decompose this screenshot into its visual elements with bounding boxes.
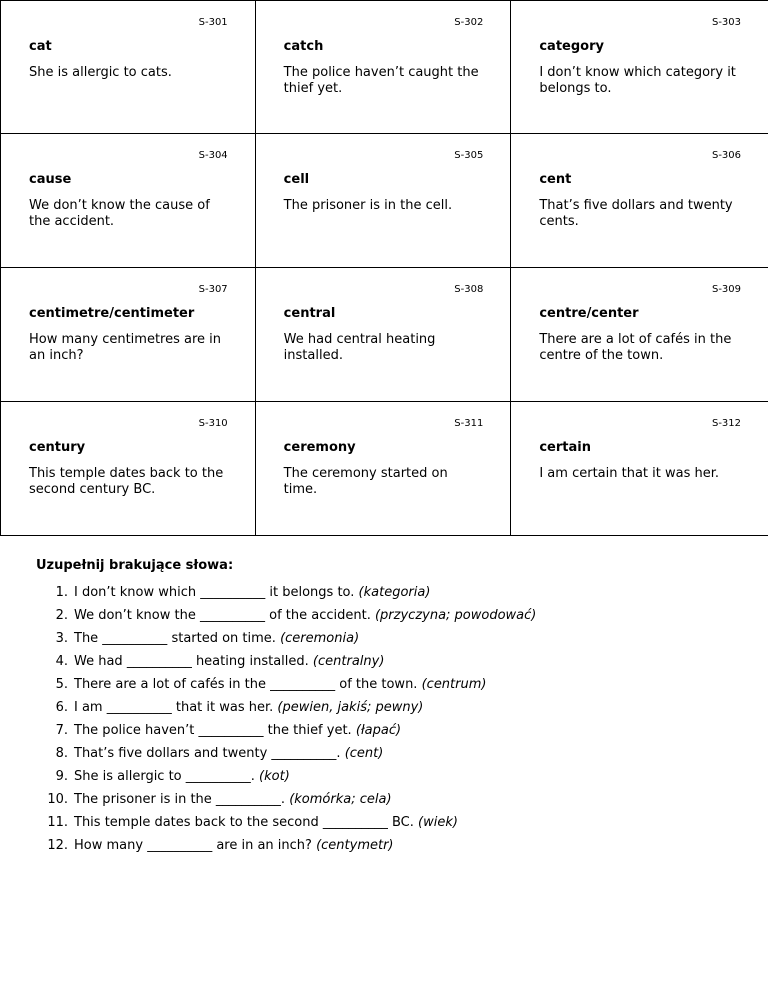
item-sentence: I don’t know which __________ it belongs to. — [74, 585, 355, 600]
card-row — [0, 0, 768, 134]
item-sentence: How many __________ are in an inch? — [74, 838, 312, 853]
flashcard — [0, 268, 256, 402]
exercise-item — [36, 723, 536, 746]
item-number: 12. — [47, 838, 68, 853]
card-code: S-303 — [711, 17, 742, 28]
card-word: cause — [29, 172, 72, 187]
item-text — [74, 723, 401, 746]
card-code: S-306 — [711, 150, 742, 161]
card-sentence: We had central heating installed. — [283, 332, 436, 363]
flashcard — [0, 402, 256, 536]
item-text — [74, 608, 536, 631]
card-sentence: How many centimetres are in an inch? — [29, 332, 222, 363]
flashcard — [0, 134, 256, 268]
card-code: S-301 — [198, 17, 228, 28]
flashcard — [256, 134, 512, 268]
card-code: S-302 — [454, 17, 484, 28]
card-sentence: The prisoner is in the cell. — [283, 198, 453, 213]
item-number: 6. — [55, 700, 68, 715]
item-text — [74, 746, 383, 769]
card-word: cell — [283, 172, 310, 187]
item-number: 10. — [47, 792, 68, 807]
card-word: century — [29, 440, 86, 455]
item-sentence: The police haven’t __________ the thief yet. — [74, 723, 352, 738]
flashcard — [511, 268, 768, 402]
item-text — [74, 769, 290, 792]
item-hint: (łapać) — [355, 723, 402, 738]
item-number: 2. — [55, 608, 68, 623]
card-code: S-305 — [454, 150, 484, 161]
exercise-item — [36, 631, 536, 654]
card-sentence: The police haven’t caught the thief yet. — [283, 65, 479, 96]
card-row — [0, 134, 768, 268]
item-text — [74, 700, 423, 723]
item-sentence: That’s five dollars and twenty __________. — [74, 746, 341, 761]
item-sentence: There are a lot of cafés in the __________ of the town. — [74, 677, 418, 692]
item-hint: (centymetr) — [316, 838, 394, 853]
flashcard — [511, 0, 768, 134]
exercise-item — [36, 585, 536, 608]
item-number: 11. — [47, 815, 68, 830]
item-hint: (cent) — [344, 746, 384, 761]
item-hint: (kot) — [259, 769, 290, 784]
exercise-section — [36, 558, 536, 861]
card-sentence: I don’t know which category it belongs to. — [539, 65, 736, 96]
card-code: S-308 — [454, 284, 484, 295]
card-row — [0, 268, 768, 402]
item-sentence: We don’t know the __________ of the accident. — [74, 608, 371, 623]
item-sentence: The prisoner is in the __________. — [74, 792, 286, 807]
card-word: category — [539, 39, 604, 54]
card-sentence: She is allergic to cats. — [29, 65, 172, 80]
item-text — [74, 585, 430, 608]
item-hint: (przyczyna; powodować) — [374, 608, 537, 623]
card-code: S-309 — [711, 284, 742, 295]
flashcard — [256, 0, 512, 134]
item-text — [74, 631, 359, 654]
card-row — [0, 402, 768, 536]
item-number: 8. — [55, 746, 68, 761]
item-number: 3. — [55, 631, 68, 646]
item-number: 1. — [55, 585, 68, 600]
card-word: centre/center — [539, 306, 639, 321]
flashcard — [511, 402, 768, 536]
item-hint: (wiek) — [418, 815, 458, 830]
exercise-item — [36, 746, 536, 769]
item-text — [74, 838, 394, 861]
item-hint: (pewien, jakiś; pewny) — [277, 700, 424, 715]
exercise-item — [36, 838, 536, 861]
item-number: 4. — [55, 654, 68, 669]
item-text — [74, 815, 458, 838]
flashcard — [511, 134, 768, 268]
exercise-item — [36, 700, 536, 723]
exercise-item — [36, 792, 536, 815]
card-word: cat — [29, 39, 52, 54]
item-hint: (ceremonia) — [280, 631, 360, 646]
card-code: S-311 — [454, 418, 484, 429]
card-code: S-312 — [711, 418, 742, 429]
item-text — [74, 677, 486, 700]
flashcard — [256, 268, 512, 402]
card-sentence: This temple dates back to the second century BC. — [29, 466, 224, 497]
card-word: catch — [283, 39, 324, 54]
item-text — [74, 654, 384, 677]
card-code: S-307 — [198, 284, 228, 295]
card-sentence: There are a lot of cafés in the centre of the town. — [539, 332, 732, 363]
exercise-item — [36, 654, 536, 677]
item-sentence: This temple dates back to the second __________ BC. — [74, 815, 414, 830]
item-number: 7. — [55, 723, 68, 738]
exercise-item — [36, 677, 536, 700]
item-sentence: She is allergic to __________. — [74, 769, 255, 784]
item-sentence: The __________ started on time. — [74, 631, 276, 646]
card-code: S-304 — [198, 150, 228, 161]
exercise-list — [36, 585, 536, 861]
exercise-item — [36, 815, 536, 838]
card-sentence: We don’t know the cause of the accident. — [29, 198, 210, 229]
item-number: 9. — [55, 769, 68, 784]
card-word: cent — [539, 172, 572, 187]
item-hint: (centrum) — [421, 677, 487, 692]
flashcard — [256, 402, 512, 536]
item-hint: (komórka; cela) — [289, 792, 392, 807]
card-word: central — [283, 306, 336, 321]
card-word: centimetre/centimeter — [29, 306, 195, 321]
exercise-title: Uzupełnij brakujące słowa: — [36, 558, 234, 573]
card-sentence: The ceremony started on time. — [283, 466, 448, 497]
card-sentence: I am certain that it was her. — [539, 466, 720, 481]
item-sentence: I am __________ that it was her. — [74, 700, 274, 715]
item-hint: (centralny) — [312, 654, 385, 669]
item-hint: (kategoria) — [358, 585, 431, 600]
item-text — [74, 792, 392, 815]
card-sentence: That’s five dollars and twenty cents. — [539, 198, 733, 229]
exercise-item — [36, 608, 536, 631]
item-number: 5. — [55, 677, 68, 692]
card-code: S-310 — [198, 418, 228, 429]
card-word: ceremony — [283, 440, 356, 455]
item-sentence: We had __________ heating installed. — [74, 654, 309, 669]
flashcard — [0, 0, 256, 134]
card-word: certain — [539, 440, 591, 455]
exercise-item — [36, 769, 536, 792]
